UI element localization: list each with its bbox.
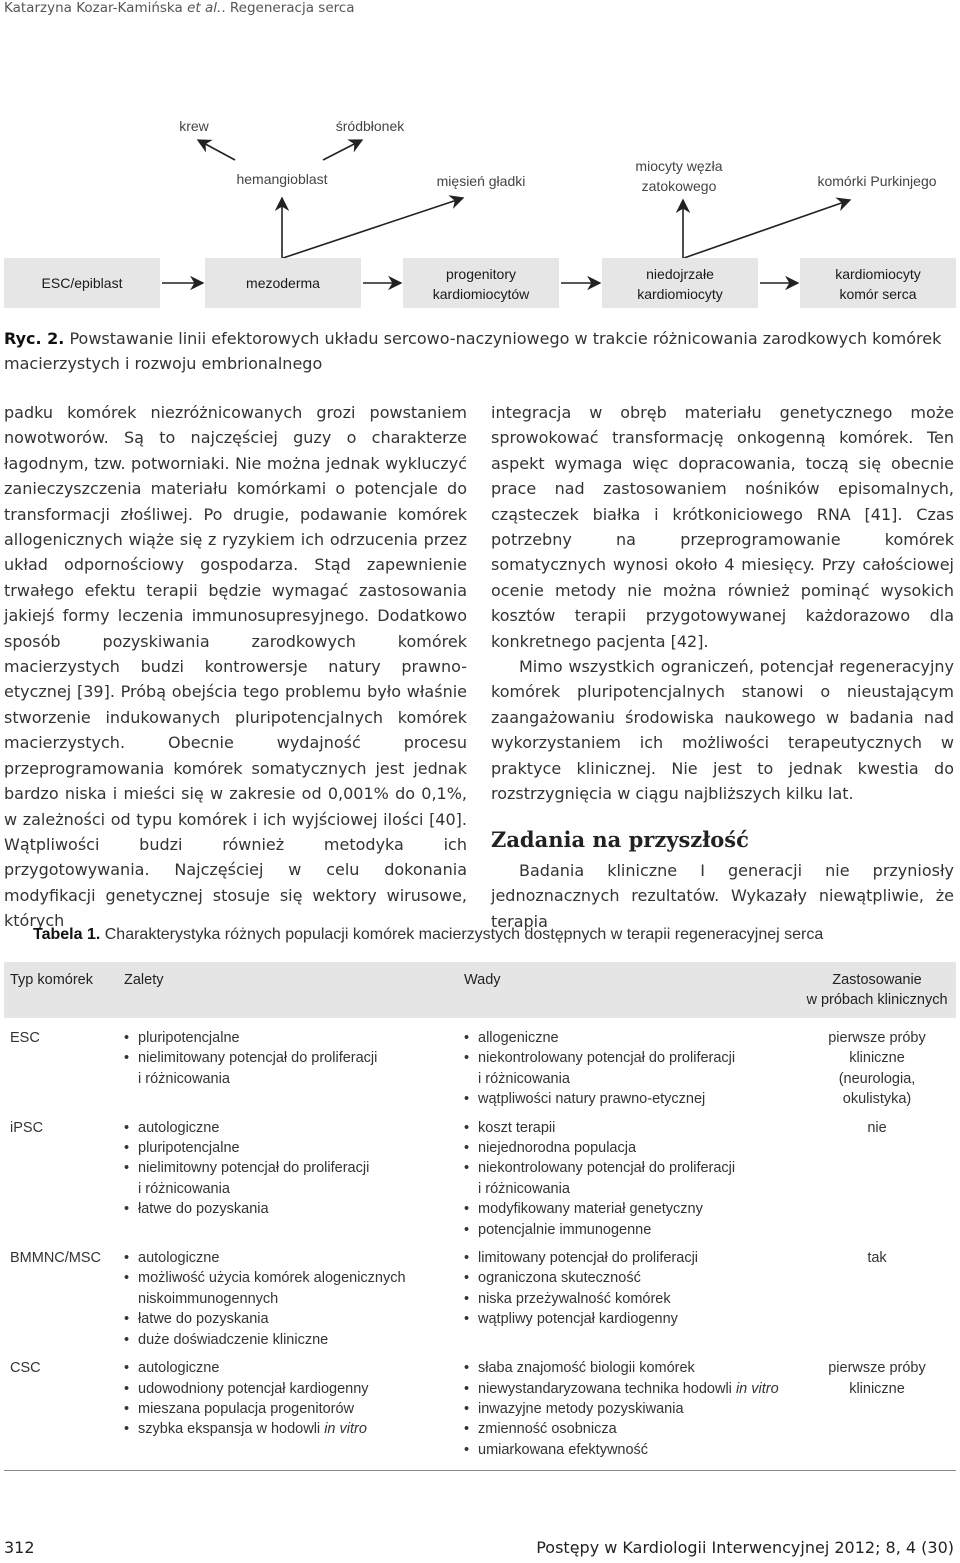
item-line: • niekontrolowany potencjał do proliferacji xyxy=(478,1160,736,1177)
cell-use xyxy=(798,1018,956,1118)
cell-use xyxy=(798,1248,956,1358)
item-italic: in vitro xyxy=(735,1380,779,1397)
box-label: komór serca xyxy=(839,286,917,302)
item-line: • pluripotencjalne xyxy=(138,1030,240,1046)
arrow-to-purkinje xyxy=(684,200,850,258)
list-item xyxy=(464,1118,792,1138)
item-line: • potencjalnie immunogenne xyxy=(478,1221,652,1238)
item-line: • autologiczne xyxy=(138,1250,220,1267)
cell-type: iPSC xyxy=(10,1119,44,1136)
item-line: • niekontrolowany potencjał do proliferacji xyxy=(478,1050,736,1067)
item-line: i różnicowania xyxy=(478,1180,570,1197)
item-line: • słaba znajomość biologii komórek xyxy=(478,1360,695,1377)
dot: . xyxy=(221,0,230,16)
cell-pros xyxy=(118,1248,458,1358)
cons-list xyxy=(464,1118,792,1240)
header-type: Typ komórek xyxy=(10,972,93,988)
item-line: • wątpliwości natury prawno-etycznej xyxy=(478,1091,706,1108)
list-item xyxy=(464,1440,792,1460)
list-item xyxy=(464,1138,792,1158)
list-item xyxy=(124,1330,452,1350)
cell-cons xyxy=(458,1018,798,1118)
header-use-line1: Zastosowanie xyxy=(832,972,922,988)
list-item xyxy=(464,1268,792,1288)
item-line: • autologiczne xyxy=(138,1119,220,1136)
use-line: kliniczne xyxy=(849,1050,905,1067)
list-item xyxy=(464,1028,792,1048)
item-line: • zmienność osobnicza xyxy=(478,1421,617,1438)
use-line: tak xyxy=(867,1250,887,1267)
item-line: • łatwe do pozyskania xyxy=(138,1311,269,1328)
figure-caption-text: Powstawanie linii efektorowych układu sercowo-naczyniowego w trakcie różnicowania zarodkowych komórek macierzystych i rozwoju embrionalnego xyxy=(4,329,942,373)
pros-list xyxy=(124,1028,452,1089)
use-line: pierwsze próby xyxy=(828,1030,926,1046)
list-item xyxy=(124,1419,452,1439)
item-line: • niejednorodna populacja xyxy=(478,1140,637,1157)
left-column xyxy=(4,400,467,934)
page-number: 312 xyxy=(4,1538,35,1557)
list-item xyxy=(464,1220,792,1240)
paragraph: integracja w obręb materiału genetycznego może sprowokować transformację onkogenną komórek. Ten aspekt wymaga więc dopracowania, toczą się obecnie prace nad zastosowaniem nośników episomalnych, cząsteczek białka i krótkoniciowego RNA [41]. Czas potrzebny na przeprogramowanie komórek somatycznych wynosi około 4 miesięcy. Przy całościowej ocenie metody nie można również pominąć wysokich kosztów terapii przygotowywanej każdorazowo dla konkretnego pacjenta [42]. xyxy=(491,403,954,651)
use-line: (neurologia, xyxy=(838,1070,916,1087)
label-miocyty-wezla: miocyty węzła xyxy=(635,158,723,174)
arrow-to-srodblonek xyxy=(323,140,362,160)
cell-type: ESC xyxy=(10,1030,40,1046)
figure-caption xyxy=(4,326,954,376)
table-label: Tabela 1. xyxy=(33,926,101,943)
et-al: et al. xyxy=(187,0,222,16)
cell-cons xyxy=(458,1118,798,1248)
item-line: • łatwe do pozyskania xyxy=(138,1201,269,1218)
item-line: i różnicowania xyxy=(138,1180,230,1197)
list-item xyxy=(124,1379,452,1399)
cell-use xyxy=(798,1118,956,1248)
list-item xyxy=(464,1158,792,1199)
list-item xyxy=(464,1379,792,1399)
item-line: • niska przeżywalność komórek xyxy=(478,1290,671,1307)
cons-list xyxy=(464,1028,792,1110)
use-line: pierwsze próby xyxy=(828,1360,926,1377)
item-line: niskoimmunogennych xyxy=(138,1290,279,1307)
section-heading: Zadania na przyszłość xyxy=(491,826,749,852)
list-item xyxy=(124,1138,452,1158)
paragraph: Mimo wszystkich ograniczeń, potencjał regeneracyjny komórek pluripotencjalnych stanowi o nieustającym zaangażowaniu środowiska naukowego w badania nad wykorzystaniem ich możliwości terapeutycznych w praktyce klinicznej. Nie jest to jednak kwestia do rozstrzygnięcia w ciągu najbliższych kilku lat. xyxy=(491,657,954,804)
list-item xyxy=(124,1309,452,1329)
box-label: kardiomiocyty xyxy=(835,266,921,282)
cell-cons xyxy=(458,1248,798,1358)
item-line: • wątpliwy potencjał kardiogenny xyxy=(478,1311,678,1328)
item-line: • autologiczne xyxy=(138,1360,220,1377)
table-header-row xyxy=(4,962,956,1018)
label-miesien-gladki: mięsień gładki xyxy=(436,173,526,189)
label-krew: krew xyxy=(179,118,209,134)
cell-pros xyxy=(118,1358,458,1471)
list-item xyxy=(124,1028,452,1048)
header-pros: Zalety xyxy=(124,972,164,988)
item-line: • nielimitowany potencjał do proliferacji xyxy=(138,1050,378,1067)
list-item xyxy=(124,1358,452,1378)
list-item xyxy=(124,1248,452,1268)
item-line: • pluripotencjalne xyxy=(138,1140,240,1157)
header-use xyxy=(798,962,956,1018)
box-label: mezoderma xyxy=(246,275,320,291)
list-item xyxy=(464,1419,792,1439)
box-label: ESC/epiblast xyxy=(41,275,123,291)
arrow-to-miesien-gladki xyxy=(283,198,463,258)
item-line: • umiarkowana efektywność xyxy=(478,1441,649,1458)
list-item xyxy=(464,1289,792,1309)
item-line: • inwazyjne metody pozyskiwania xyxy=(478,1400,684,1417)
item-line: • nielimitowny potencjał do proliferacji xyxy=(138,1160,370,1177)
item-line: i różnicowania xyxy=(138,1070,230,1087)
list-item xyxy=(124,1399,452,1419)
item-text: szybka ekspansja w hodowli xyxy=(138,1421,325,1438)
pros-list xyxy=(124,1248,452,1350)
item-line: • duże doświadczenie kliniczne xyxy=(138,1331,329,1348)
list-item xyxy=(464,1309,792,1329)
label-srodblonek: śródbłonek xyxy=(335,118,405,134)
lineage-diagram xyxy=(0,100,960,320)
table-body xyxy=(4,1018,956,1471)
cell-type: BMMNC/MSC xyxy=(10,1250,102,1267)
cell-cons xyxy=(458,1358,798,1471)
author: Katarzyna Kozar-Kamińska xyxy=(4,0,183,16)
stem-cell-table xyxy=(4,962,956,1471)
label-komorki-purkinjego: komórki Purkinjego xyxy=(817,173,937,189)
pros-list xyxy=(124,1118,452,1220)
item-line: • allogeniczne xyxy=(478,1030,559,1046)
journal-footer: Postępy w Kardiologii Interwencyjnej 2012; 8, 4 (30) xyxy=(536,1538,954,1557)
item-line: i różnicowania xyxy=(478,1070,570,1087)
pros-list xyxy=(124,1358,452,1440)
list-item xyxy=(464,1399,792,1419)
use-line: kliniczne xyxy=(849,1380,905,1397)
cell-use xyxy=(798,1358,956,1471)
right-column xyxy=(491,400,954,934)
cell-pros xyxy=(118,1118,458,1248)
running-head xyxy=(4,0,355,16)
item-line: • koszt terapii xyxy=(478,1119,556,1136)
list-item xyxy=(464,1089,792,1109)
item-line: • modyfikowany materiał genetyczny xyxy=(478,1201,703,1218)
list-item xyxy=(124,1158,452,1199)
item-line: • możliwość użycia komórek alogenicznych xyxy=(138,1270,406,1287)
item-line: • udowodniony potencjał kardiogenny xyxy=(138,1380,369,1397)
list-item xyxy=(464,1199,792,1219)
table-container xyxy=(4,962,956,1460)
table-row xyxy=(4,1248,956,1358)
box-label: kardiomiocyty xyxy=(637,286,723,302)
item-line: • ograniczona skuteczność xyxy=(478,1270,641,1287)
label-hemangioblast: hemangioblast xyxy=(236,171,328,187)
item-italic: in vitro xyxy=(324,1421,367,1438)
table-caption-text: Charakterystyka różnych populacji komórek macierzystych dostępnych w terapii regeneracyjnej serca xyxy=(104,926,824,943)
list-item xyxy=(464,1048,792,1089)
use-line: nie xyxy=(867,1119,887,1136)
cell-type: CSC xyxy=(10,1360,41,1377)
item-text: niewystandaryzowana technika hodowli xyxy=(478,1380,736,1397)
header-use-line2: w próbach klinicznych xyxy=(806,992,948,1008)
list-item xyxy=(464,1248,792,1268)
item-line: • limitowany potencjał do proliferacji xyxy=(478,1250,699,1267)
table-row xyxy=(4,1018,956,1118)
box-label: niedojrzałe xyxy=(646,266,714,282)
cell-pros xyxy=(118,1018,458,1118)
paragraph: Badania kliniczne I generacji nie przyniosły jednoznacznych rezultatów. Wykazały niewątpliwie, że terapia xyxy=(491,860,954,931)
list-item xyxy=(464,1358,792,1378)
paragraph: padku komórek niezróżnicowanych grozi powstaniem nowotworów. Są to najczęściej guzy o charakterze łagodnym, tzw. potworniaki. Nie można jednak wykluczyć zanieczyszczenia materiału komórkami o potencjale do transformacji złośliwej. Po drugie, podawanie komórek allogenicznych wiąże się z ryzykiem ich odrzucenia przez układ odpornościowy gospodarza. Stąd zapewnienie trwałego efektu terapii będzie wymagać zastosowania jakiejś formy leczenia immunosupresyjnego. Dodatkowo sposób pozyskiwania zarodkowych komórek macierzystych budzi kontrowersje natury prawno-etycznej [39]. Próbą obejścia tego problemu było właśnie stworzenie indukowanych pluripotencjalnych komórek macierzystych. Obecnie wydajność procesu przeprogramowania komórek somatycznych jest jednak bardzo niska i mieści się w zakresie od 0,001% do 0,1%, w zależności od typu komórek i ich wyjściowej ilości [40]. Wątpliwości budzi również metodyka ich przygotowywania. Najczęściej w celu dokonania modyfikacji genetycznej stosuje się wektory wirusowe, których xyxy=(4,403,467,931)
cons-list xyxy=(464,1248,792,1330)
cons-list xyxy=(464,1358,792,1460)
list-item xyxy=(124,1268,452,1309)
box-label: progenitory xyxy=(445,266,517,282)
item-line: • mieszana populacja progenitorów xyxy=(138,1400,355,1417)
list-item xyxy=(124,1048,452,1089)
figure-label: Ryc. 2. xyxy=(4,329,65,348)
list-item xyxy=(124,1118,452,1138)
arrow-to-krew xyxy=(198,140,235,160)
header-cons: Wady xyxy=(464,972,501,988)
table-caption xyxy=(33,926,823,944)
table-row xyxy=(4,1358,956,1471)
use-line: okulistyka) xyxy=(842,1091,912,1108)
table-row xyxy=(4,1118,956,1248)
box-label: kardiomiocytów xyxy=(432,286,530,302)
list-item xyxy=(124,1199,452,1219)
running-title: Regeneracja serca xyxy=(229,0,355,16)
label-zatokowego: zatokowego xyxy=(641,178,717,194)
